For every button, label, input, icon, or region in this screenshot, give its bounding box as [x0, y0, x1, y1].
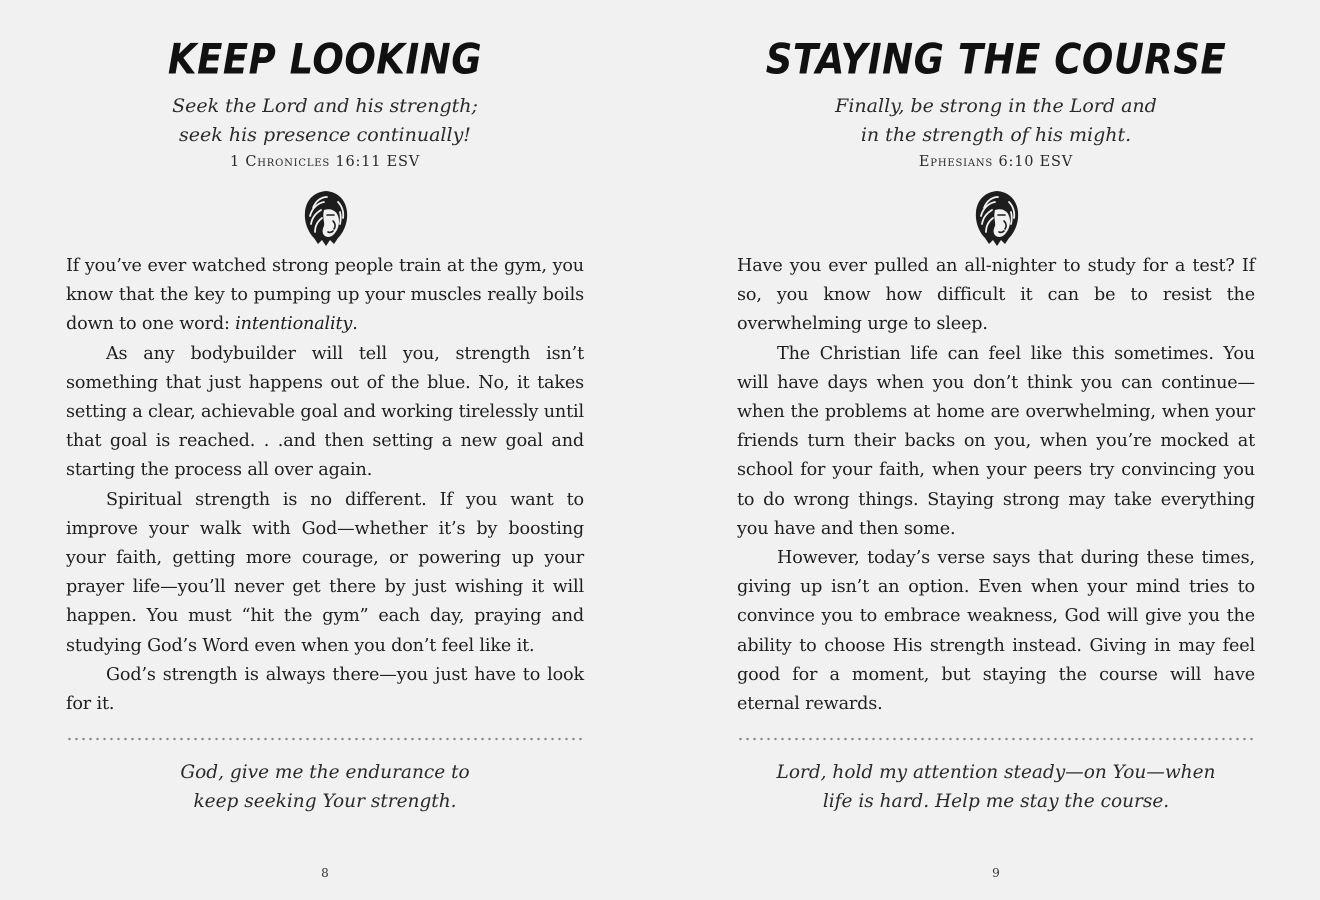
prayer-line: Lord, hold my attention steady—on You—when	[776, 762, 1216, 783]
verse-line: Finally, be strong in the Lord and	[835, 95, 1157, 117]
devotion-body	[737, 252, 1255, 719]
right-page	[737, 0, 1255, 900]
body-paragraph: As any bodybuilder will tell you, strength isn’t something that just happens out of the blue. No, it takes setting a clear, achievable goal and working tirelessly until that goal is reached. . .and then setting a new goal and starting the process all over again.	[66, 343, 584, 481]
closing-prayer	[737, 758, 1255, 816]
body-paragraph: God’s strength is always there—you just have to look for it.	[66, 664, 584, 715]
left-page	[66, 0, 584, 900]
verse-line: Seek the Lord and his strength;	[172, 95, 478, 117]
body-paragraph: However, today’s verse says that during these times, giving up isn’t an option. Even when your mind tries to convince you to embrace weakness, God will give you the ability to choose His strength instead. Giving in may feel good for a moment, but staying the course will have eternal rewards.	[737, 548, 1255, 715]
verse-reference: Ephesians 6:10 ESV	[918, 154, 1074, 170]
scripture-verse	[737, 92, 1255, 150]
prayer-line: God, give me the endurance to	[180, 762, 470, 783]
verse-reference: 1 Chronicles 16:11 ESV	[229, 154, 421, 170]
prayer-line: life is hard. Help me stay the course.	[822, 791, 1170, 812]
verse-line: in the strength of his might.	[860, 124, 1132, 146]
devotion-title: KEEP LOOKING	[167, 35, 483, 84]
body-paragraph: If you’ve ever watched strong people train at the gym, you know that the key to pumping up your muscles really boils down to one word: intentionality.	[66, 256, 584, 335]
devotion-body	[66, 252, 584, 719]
emphasis-word: intentionality	[235, 314, 353, 335]
dotted-divider	[737, 737, 1255, 741]
verse-line: seek his presence continually!	[179, 124, 471, 146]
page-number: 8	[321, 866, 329, 880]
closing-prayer	[66, 758, 584, 816]
body-paragraph: The Christian life can feel like this sometimes. You will have days when you don’t think you can continue—when the problems at home are overwhelming, when your friends turn their backs on you, when you’re mocked at school for your faith, when your peers try convincing you to do wrong things. Staying strong may take everything you have and then some.	[737, 343, 1255, 539]
devotion-title: STAYING THE COURSE	[765, 35, 1227, 84]
lion-head-icon	[971, 188, 1023, 248]
body-paragraph: Spiritual strength is no different. If you want to improve your walk with God—whether it’s by boosting your faith, getting more courage, or powering up your prayer life—you’ll never get there by just wishing it will happen. You must “hit the gym” each day, praying and studying God’s Word even when you don’t feel like it.	[66, 489, 584, 656]
body-paragraph: Have you ever pulled an all-nighter to study for a test? If so, you know how difficult it can be to resist the overwhelming urge to sleep.	[737, 256, 1255, 335]
scripture-verse	[66, 92, 584, 150]
dotted-divider	[66, 737, 584, 741]
prayer-line: keep seeking Your strength.	[193, 791, 457, 812]
lion-head-icon	[300, 188, 352, 248]
page-number: 9	[992, 866, 1000, 880]
